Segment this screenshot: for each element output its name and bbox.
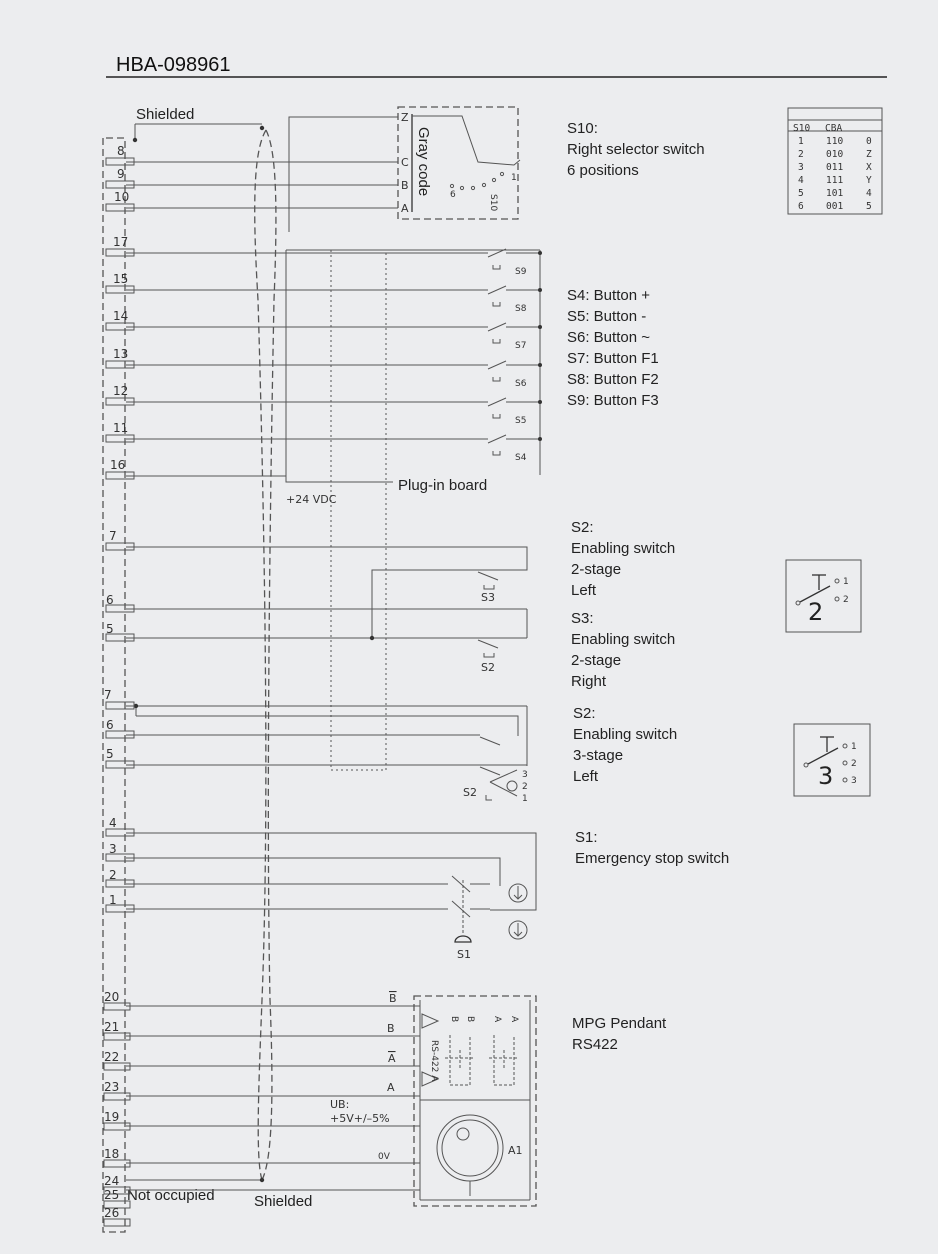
gray-input-c: C bbox=[401, 156, 409, 169]
button-node bbox=[538, 400, 542, 404]
label-not-occupied: Not occupied bbox=[127, 1187, 215, 1204]
button-actuator bbox=[493, 377, 500, 381]
pin bbox=[104, 1219, 130, 1226]
handwheel-face bbox=[442, 1120, 498, 1176]
mpg-b: B bbox=[387, 1022, 395, 1035]
button-node bbox=[538, 288, 542, 292]
table-cell: 4 bbox=[866, 188, 872, 199]
pin-label: 12 bbox=[113, 384, 129, 398]
shield-node-top bbox=[133, 138, 137, 142]
table-cell: 3 bbox=[798, 162, 804, 173]
note-s10-line3: 6 positions bbox=[567, 162, 639, 179]
note-button-3: S6: Button ~ bbox=[567, 329, 650, 346]
enable3-knob bbox=[507, 781, 517, 791]
table-cell: 6 bbox=[798, 201, 804, 212]
note-s10-line2: Right selector switch bbox=[567, 141, 705, 158]
pin-label: 17 bbox=[113, 235, 129, 249]
button-actuator bbox=[493, 414, 500, 418]
pin-label-10: 10 bbox=[114, 190, 130, 204]
pos3-3: 3 bbox=[522, 770, 528, 780]
note-buttons bbox=[567, 287, 659, 409]
s10-pos-1: 1 bbox=[511, 173, 517, 183]
switch-tag: S4 bbox=[515, 453, 527, 463]
switch-s2-contact bbox=[478, 640, 498, 648]
wire-estop-pin3 bbox=[126, 858, 500, 886]
rs422-chip-label: RS-422 A bbox=[429, 1040, 439, 1082]
pin-label: 25 bbox=[104, 1188, 120, 1202]
table-cell: 011 bbox=[826, 162, 844, 173]
note-button-4: S7: Button F1 bbox=[567, 350, 659, 367]
tag-s2: S2 bbox=[481, 661, 495, 674]
button-actuator bbox=[493, 302, 500, 306]
group-gray-selector bbox=[106, 107, 520, 232]
pin-label-2: 2 bbox=[109, 868, 117, 882]
wire-enable3-common bbox=[136, 716, 518, 736]
label-shielded-top: Shielded bbox=[136, 106, 195, 123]
shield-node-loop-top bbox=[260, 126, 264, 130]
table-cell: 0 bbox=[866, 136, 872, 147]
pin-label-6a: 6 bbox=[106, 593, 114, 607]
symbol-three-stage bbox=[794, 724, 870, 796]
plug-in-board-outline bbox=[331, 250, 386, 770]
gray-code-table bbox=[788, 108, 882, 214]
ub-line1: UB: bbox=[330, 1098, 350, 1111]
pin-label-6b: 6 bbox=[106, 718, 114, 732]
table-cell: 2 bbox=[798, 149, 804, 160]
mpg-a: A bbox=[387, 1081, 395, 1094]
table-cell: X bbox=[866, 162, 872, 173]
note-s10-line1: S10: bbox=[567, 120, 598, 137]
table-cell: 111 bbox=[826, 175, 844, 186]
button-contact bbox=[488, 361, 506, 369]
group-enable-3stage bbox=[104, 688, 528, 804]
note-button-5: S8: Button F2 bbox=[567, 371, 659, 388]
pin-label: 15 bbox=[113, 272, 129, 286]
gray-input-b: B bbox=[401, 179, 409, 192]
tag-a1: A1 bbox=[508, 1144, 523, 1157]
pin-label-7b: 7 bbox=[104, 688, 112, 702]
table-cell: Z bbox=[866, 149, 872, 160]
note-button-2: S5: Button - bbox=[567, 308, 647, 325]
s10-tag: S10 bbox=[488, 194, 498, 212]
table-cell: 5 bbox=[798, 188, 804, 199]
note-s1-line1: S1: bbox=[575, 829, 598, 846]
note-enable-2stage bbox=[571, 519, 675, 690]
pin-label: 14 bbox=[113, 309, 129, 323]
wire-estop-pin4 bbox=[126, 833, 536, 910]
gray-input-z: Z bbox=[401, 111, 409, 124]
driver-b bbox=[422, 1014, 438, 1028]
tag-s1: S1 bbox=[457, 948, 471, 961]
pin-label-8: 8 bbox=[117, 144, 125, 158]
note-emergency-stop bbox=[575, 829, 729, 867]
gray-code-label: Gray code bbox=[415, 127, 432, 197]
two-stage-contact-2: 2 bbox=[843, 595, 849, 605]
table-cell: Y bbox=[866, 175, 872, 186]
enable3-actuator bbox=[490, 770, 517, 796]
table-cell: 1 bbox=[798, 136, 804, 147]
note-s3-line2: Enabling switch bbox=[571, 631, 676, 648]
document-id: HBA-098961 bbox=[116, 54, 231, 76]
mpg-inner-a-bar: A bbox=[492, 1016, 502, 1023]
note-s10 bbox=[567, 120, 705, 179]
pin-label: 26 bbox=[104, 1206, 120, 1220]
pin-label: 18 bbox=[104, 1147, 120, 1161]
pin-label-16: 16 bbox=[110, 458, 126, 472]
pin-label-5b: 5 bbox=[106, 747, 114, 761]
pin-label: 19 bbox=[104, 1110, 120, 1124]
shield-loop-right bbox=[262, 130, 276, 1180]
table-head-cba: CBA bbox=[825, 123, 843, 134]
s10-pos-6: 6 bbox=[450, 190, 456, 200]
button-contact bbox=[488, 435, 506, 443]
mpg-box bbox=[414, 996, 536, 1206]
note-mpg bbox=[572, 1015, 667, 1053]
label-supply: +24 VDC bbox=[286, 493, 337, 506]
switch-tag: S5 bbox=[515, 416, 527, 426]
pin-label: 24 bbox=[104, 1174, 120, 1188]
pin-label: 20 bbox=[104, 990, 120, 1004]
note-s2-3stage-line1: S2: bbox=[573, 705, 596, 722]
table-cell: 110 bbox=[826, 136, 844, 147]
button-node bbox=[538, 251, 542, 255]
estop-mushroom bbox=[455, 936, 471, 942]
group-enable-2stage bbox=[106, 529, 527, 674]
button-node bbox=[538, 437, 542, 441]
three-stage-number: 3 bbox=[818, 762, 834, 790]
note-s3-line4: Right bbox=[571, 673, 607, 690]
gray-input-a: A bbox=[401, 202, 409, 215]
handwheel-grip bbox=[457, 1128, 469, 1140]
symbol-two-stage bbox=[786, 560, 861, 632]
estop-contact-ends bbox=[470, 884, 490, 909]
button-node bbox=[538, 363, 542, 367]
shield-loop-left bbox=[255, 130, 266, 1180]
pin-label-4: 4 bbox=[109, 816, 117, 830]
pos3-1: 1 bbox=[522, 794, 528, 804]
note-s1-line2: Emergency stop switch bbox=[575, 850, 730, 867]
note-s2-line4: Left bbox=[571, 582, 597, 599]
connector-housing bbox=[103, 138, 125, 1232]
pos3-2: 2 bbox=[522, 782, 528, 792]
note-s2-line2: Enabling switch bbox=[571, 540, 676, 557]
note-s2-line1: S2: bbox=[571, 519, 594, 536]
switch-tag: S8 bbox=[515, 304, 527, 314]
pin-label-5a: 5 bbox=[106, 622, 114, 636]
pin-label: 23 bbox=[104, 1080, 120, 1094]
note-s3-line3: 2-stage bbox=[571, 652, 622, 669]
mpg-inner-a: A bbox=[509, 1016, 519, 1023]
pin-label-1: 1 bbox=[109, 893, 117, 907]
button-contact bbox=[488, 398, 506, 406]
button-actuator bbox=[493, 451, 500, 455]
note-mpg-line2: RS422 bbox=[572, 1036, 618, 1053]
table-cell: 101 bbox=[826, 188, 844, 199]
note-s2-line3: 2-stage bbox=[571, 561, 622, 578]
pin-label-7a: 7 bbox=[109, 529, 117, 543]
zero-v: 0V bbox=[378, 1152, 390, 1162]
switch-tag: S9 bbox=[515, 267, 527, 277]
pin-label: 21 bbox=[104, 1020, 120, 1034]
mpg-b-bar: B bbox=[389, 992, 397, 1005]
switch-s3-actuator bbox=[484, 585, 494, 589]
estop-contact-b bbox=[452, 901, 470, 917]
supply-rail bbox=[286, 250, 393, 482]
table-cell: 010 bbox=[826, 149, 844, 160]
button-contact bbox=[488, 323, 506, 331]
label-plug-in-board: Plug-in board bbox=[398, 477, 488, 494]
three-stage-contact-1: 1 bbox=[851, 742, 857, 752]
note-button-6: S9: Button F3 bbox=[567, 392, 659, 409]
note-mpg-line1: MPG Pendant bbox=[572, 1015, 667, 1032]
wire-z bbox=[289, 117, 398, 232]
group-emergency-stop bbox=[106, 816, 536, 961]
encoder-channel-a bbox=[489, 1035, 519, 1085]
pin-label-9: 9 bbox=[117, 167, 125, 181]
three-stage-contact-2: 2 bbox=[851, 759, 857, 769]
enable3-contact-a bbox=[480, 737, 500, 745]
ub-line2: +5V+/–5% bbox=[330, 1112, 390, 1125]
pin-label: 13 bbox=[113, 347, 129, 361]
mpg-inner-b-bar: B bbox=[449, 1016, 459, 1023]
pin-label: 22 bbox=[104, 1050, 120, 1064]
button-actuator bbox=[493, 265, 500, 269]
enable3-contact-b bbox=[480, 767, 500, 775]
note-s3-line1: S3: bbox=[571, 610, 594, 627]
mpg-a-bar: A bbox=[388, 1052, 396, 1065]
table-cell: 4 bbox=[798, 175, 804, 186]
button-rows bbox=[106, 235, 542, 463]
gray-table-rows bbox=[798, 136, 872, 212]
switch-tag: S7 bbox=[515, 341, 527, 351]
note-button-1: S4: Button + bbox=[567, 287, 650, 304]
pin-label: 11 bbox=[113, 421, 129, 435]
tag-s3: S3 bbox=[481, 591, 495, 604]
estop-contact-a bbox=[452, 876, 470, 892]
button-contact bbox=[488, 286, 506, 294]
switch-tag: S6 bbox=[515, 379, 527, 389]
note-s2-3stage-line2: Enabling switch bbox=[573, 726, 678, 743]
enable2-junction bbox=[370, 636, 374, 640]
group-buttons bbox=[106, 235, 542, 770]
table-cell: 5 bbox=[866, 201, 872, 212]
three-stage-contact-3: 3 bbox=[851, 776, 857, 786]
button-actuator bbox=[493, 339, 500, 343]
button-node bbox=[538, 325, 542, 329]
handwheel-outer bbox=[437, 1115, 503, 1181]
table-cell: 001 bbox=[826, 201, 844, 212]
encoder-channel-b bbox=[445, 1035, 475, 1085]
enable3-base bbox=[486, 795, 492, 800]
switch-s3-contact bbox=[478, 572, 498, 580]
tag-s2-3stage: S2 bbox=[463, 786, 477, 799]
shield-node-loop-bottom bbox=[260, 1178, 264, 1182]
label-shielded-bottom: Shielded bbox=[254, 1193, 313, 1210]
note-s2-3stage-line4: Left bbox=[573, 768, 599, 785]
note-enable-3stage bbox=[573, 705, 677, 785]
two-stage-contact-1: 1 bbox=[843, 577, 849, 587]
wire-enable2-pin7 bbox=[126, 547, 527, 639]
two-stage-number: 2 bbox=[808, 598, 824, 626]
table-head-s10: S10 bbox=[793, 123, 811, 134]
note-s2-3stage-line3: 3-stage bbox=[573, 747, 624, 764]
pin-label-3: 3 bbox=[109, 842, 117, 856]
switch-s2-actuator bbox=[484, 653, 494, 657]
mpg-inner-b: B bbox=[465, 1016, 475, 1023]
